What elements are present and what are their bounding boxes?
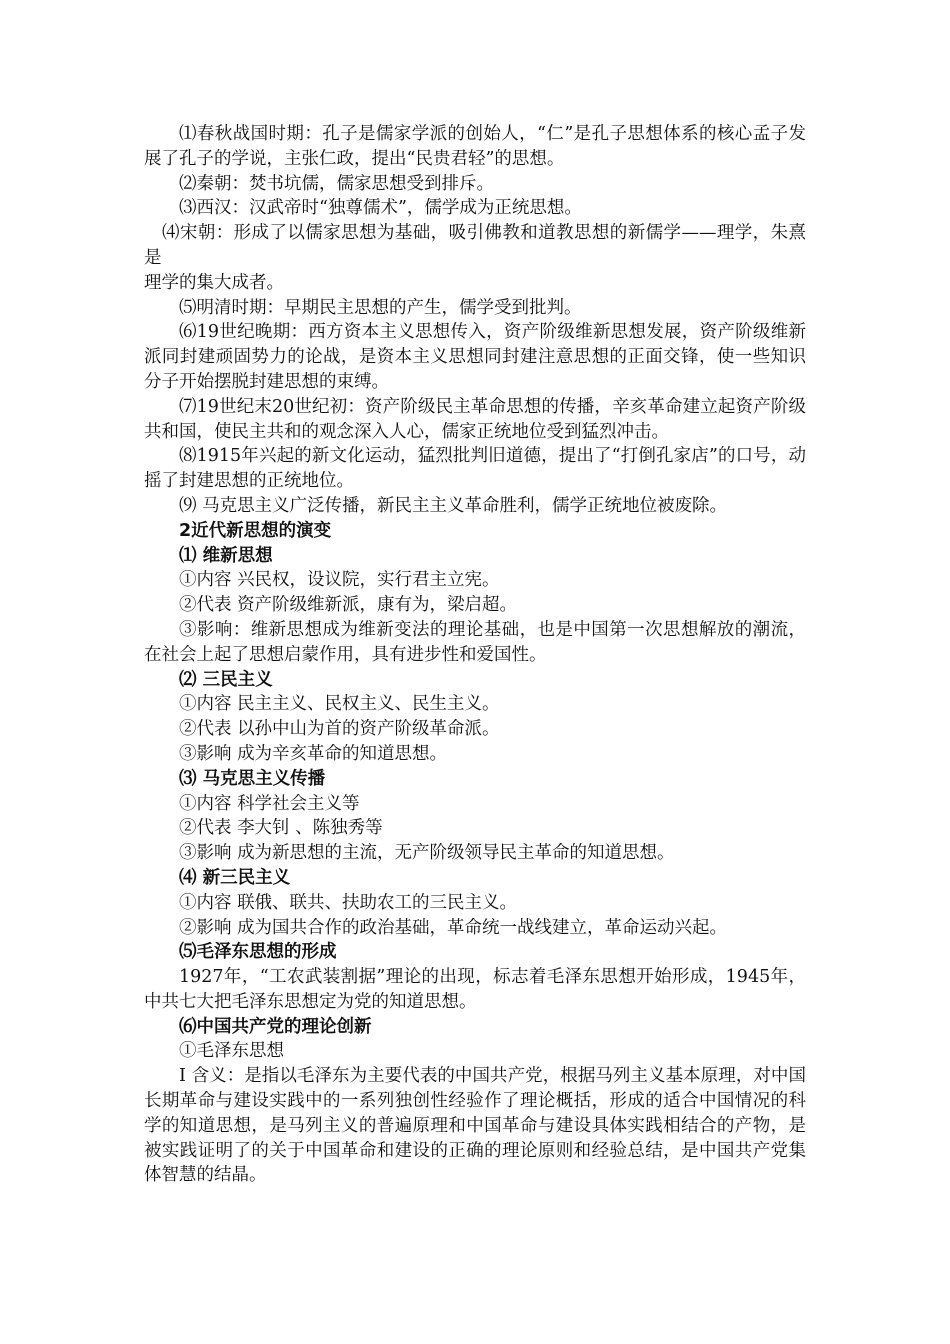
paragraph: 1927年，“工农武装割据”理论的出现，标志着毛泽东思想开始形成，1945年，中共七大把毛泽东思想定为党的知道思想。 bbox=[144, 967, 806, 1012]
subsection-heading: ⑸毛泽东思想的形成 bbox=[179, 942, 337, 963]
list-item: ①内容 民主主义、民权主义、民生主义。 bbox=[179, 694, 500, 715]
list-item: ②代表 以孙中山为首的资产阶级革命派。 bbox=[179, 719, 500, 740]
paragraph: ⑺19世纪末20世纪初：资产阶级民主革命思想的传播，辛亥革命建立起资产阶级共和国，使民主共和的观念深入人心，儒家正统地位受到猛烈冲击。 bbox=[144, 396, 806, 442]
paragraph: ⑸明清时期：早期民主思想的产生，儒学受到批判。 bbox=[179, 297, 582, 318]
paragraph: ⑴春秋战国时期：孔子是儒家学派的创始人，“仁”是孔子思想体系的核心孟子发展了孔子的学说，主张仁政，提出“民贵君轻”的思想。 bbox=[144, 124, 806, 169]
paragraph: ⑶西汉：汉武帝时“独尊儒术”，儒学成为正统思想。 bbox=[179, 198, 582, 219]
paragraph: 理学的集大成者。 bbox=[144, 272, 284, 293]
list-item: ③影响：维新思想成为维新变法的理论基础，也是中国第一次思想解放的潮流，在社会上起了思想启蒙作用，具有进步性和爱国性。 bbox=[144, 619, 806, 665]
paragraph: ⑹19世纪晚期：西方资本主义思想传入，资产阶级维新思想发展，资产阶级维新派同封建顽固势力的论战，是资本主义思想同封建注意思想的正面交锋，使一些知识分子开始摆脱封建思想的束缚。 bbox=[144, 322, 806, 392]
list-item: ①毛泽东思想 bbox=[179, 1041, 284, 1062]
subsection-heading: ⑹中国共产党的理论创新 bbox=[179, 1016, 372, 1037]
section-heading: 2近代新思想的演变 bbox=[179, 520, 332, 541]
paragraph: Ⅰ 含义：是指以毛泽东为主要代表的中国共产党，根据马列主义基本原理，对中国长期革命与建设实践中的一系列独创性经验作了理论概括，形成的适合中国情况的科学的知道思想，是马列主义的普遍原理和中国革命与建设具体实践相结合的产物，是被实践证明了的关于中国革命和建设的正确的理论原则和经验总结，是中国共产党集体智慧的结晶。 bbox=[144, 1066, 806, 1186]
subsection-heading: ⑷ 新三民主义 bbox=[179, 867, 291, 888]
document-body bbox=[144, 122, 806, 1188]
paragraph: ⑵秦朝：焚书坑儒，儒家思想受到排斥。 bbox=[179, 173, 494, 194]
paragraph: ⑼ 马克思主义广泛传播，新民主主义革命胜利，儒学正统地位被废除。 bbox=[179, 495, 728, 516]
list-item: ②代表 李大钊 、陈独秀等 bbox=[179, 818, 383, 839]
list-item: ②代表 资产阶级维新派，康有为，梁启超。 bbox=[179, 595, 518, 616]
list-item: ②影响 成为国共合作的政治基础，革命统一战线建立，革命运动兴起。 bbox=[179, 917, 728, 938]
list-item: ①内容 科学社会主义等 bbox=[179, 793, 360, 814]
list-item: ①内容 联俄、联共、扶助农工的三民主义。 bbox=[179, 892, 518, 913]
subsection-heading: ⑶ 马克思主义传播 bbox=[179, 768, 326, 789]
list-item: ③影响 成为辛亥革命的知道思想。 bbox=[179, 743, 448, 764]
list-item: ③影响 成为新思想的主流，无产阶级领导民主革命的知道思想。 bbox=[179, 843, 675, 864]
paragraph: ⑷宋朝：形成了以儒家思想为基础，吸引佛教和道教思想的新儒学——理学，朱熹是 bbox=[144, 223, 806, 268]
subsection-heading: ⑵ 三民主义 bbox=[179, 669, 273, 690]
list-item: ①内容 兴民权，设议院，实行君主立宪。 bbox=[179, 570, 500, 591]
paragraph: ⑻1915年兴起的新文化运动，猛烈批判旧道德，提出了“打倒孔家店”的口号，动摇了封建思想的正统地位。 bbox=[144, 446, 806, 492]
subsection-heading: ⑴ 维新思想 bbox=[179, 545, 273, 566]
